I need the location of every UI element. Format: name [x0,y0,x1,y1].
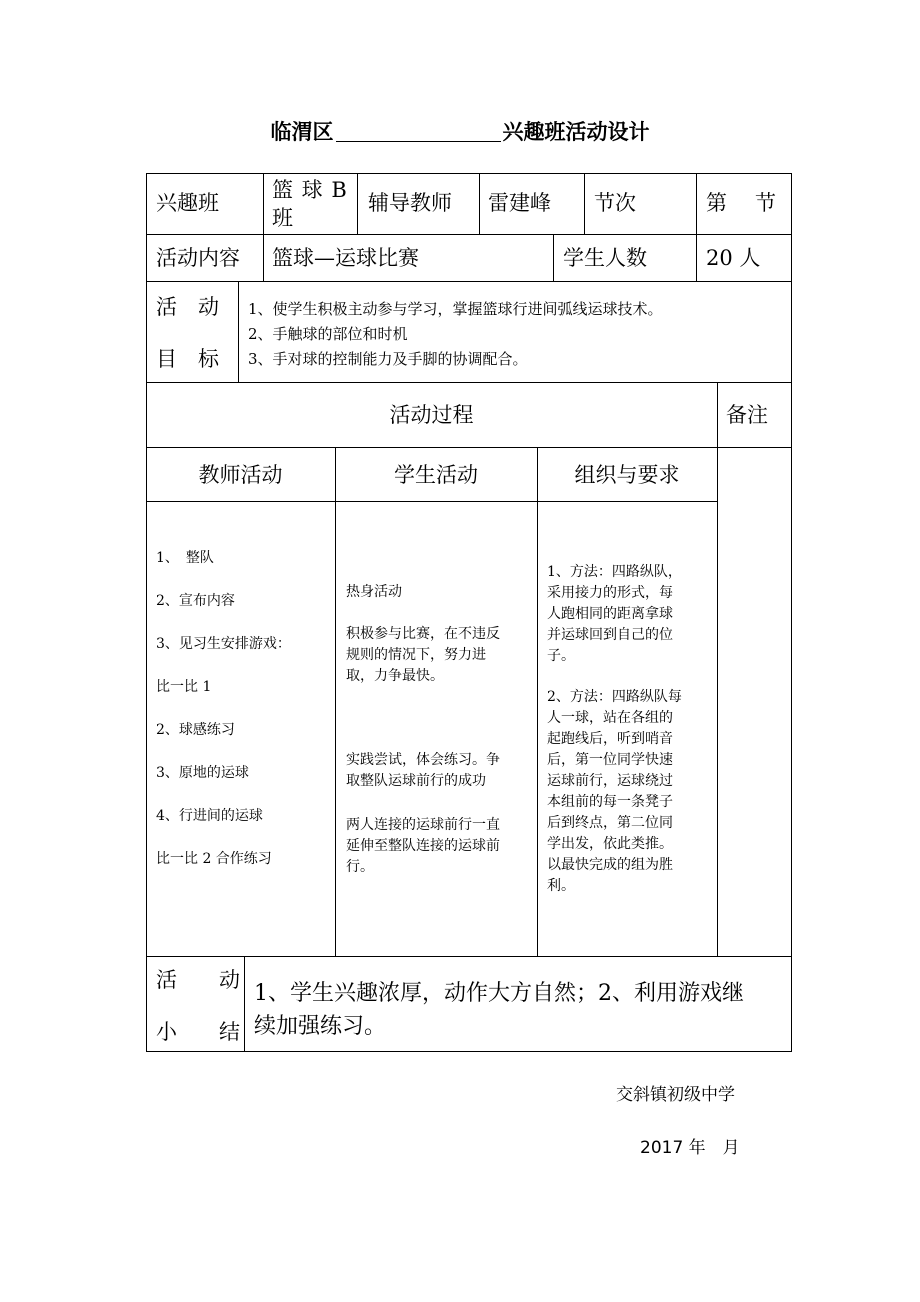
text-line: 子。 [547,648,575,664]
text-line: 续加强练习。 [254,1014,387,1039]
text-line: 运球前行，运球绕过 [547,773,673,789]
teacher-label: 辅导教师 [368,191,452,215]
list-item: 4、行进间的运球 [156,808,263,824]
text-line: 1、学生兴趣浓厚，动作大方自然；2、利用游戏继 [254,981,744,1006]
remarks-label: 备注 [726,403,768,427]
text-line: 2、方法：四路纵队每 [547,689,682,705]
org-block-method2 [547,687,682,897]
text-line: 人跑相同的距离拿球 [547,606,673,622]
goals-label-line2: 目 标 [156,347,219,371]
page-title [0,116,920,146]
list-item: 2、宣布内容 [156,593,235,609]
goals-label-line1: 活 动 [156,295,219,319]
student-block-compete [346,624,500,687]
student-block-pairs [346,815,500,878]
list-item: 1、 整队 [156,550,214,566]
title-blank-line [336,121,501,142]
session-label: 节次 [594,191,636,215]
text-line: 本组前的每一条凳子 [547,794,673,810]
session-value-start: 第 [706,191,727,215]
text-line: 人一球，站在各组的 [547,710,673,726]
class-label: 兴趣班 [156,191,219,215]
goal-item: 3、手对球的控制能力及手脚的协调配合。 [248,350,528,368]
text-line: 学出发，依此类推。 [547,836,673,852]
col-header-student: 学生活动 [394,463,478,487]
content-label: 活动内容 [156,246,240,270]
text-line: 两人连接的运球前行一直 [346,817,500,833]
text-line: 取整队运球前行的成功 [346,773,486,789]
text-line: 采用接力的形式，每 [547,585,673,601]
list-item: 2、球感练习 [156,722,235,738]
class-value-line1: 篮 球 B [272,178,348,202]
teacher-name: 雷建峰 [488,191,551,215]
text-line: 后，第一位同学快速 [547,752,673,768]
text-line: 延伸至整队连接的运球前 [346,838,500,854]
text-line: 并运球回到自己的位 [547,627,673,643]
list-item: 3、见习生安排游戏： [156,636,291,652]
org-block-method1 [547,562,682,667]
text-line: 热身活动 [346,584,402,600]
goals-list [248,297,663,372]
goal-item: 1、使学生积极主动参与学习，掌握篮球行进间弧线运球技术。 [248,300,663,318]
text-line: 以最快完成的组为胜 [547,857,673,873]
text-line: 规则的情况下，努力进 [346,647,486,663]
text-line: 后到终点，第二位同 [547,815,673,831]
students-value: 20 人 [706,246,761,270]
summary-text [254,977,744,1043]
title-subject: 兴趣班活动设计 [502,120,650,144]
summary-label-line2: 小 结 [156,1020,240,1044]
school-name: 交斜镇初级中学 [616,1085,735,1105]
col-header-teacher: 教师活动 [198,463,283,487]
text-line: 取，力争最快。 [346,668,444,684]
session-value-end: 节 [755,191,776,215]
list-item: 比一比 1 [156,679,212,695]
content-value: 篮球—运球比赛 [272,246,419,270]
document-date: 2017 年 月 [640,1138,740,1158]
teacher-activity-list [156,548,291,892]
student-block-practice [346,750,500,792]
summary-label-line1: 活 动 [156,968,240,992]
student-block-warmup [346,582,402,603]
title-district: 临渭区 [270,120,334,144]
students-label: 学生人数 [563,246,647,270]
list-item: 比一比 2 合作练习 [156,851,272,867]
text-line: 积极参与比赛，在不违反 [346,626,500,642]
text-line: 行。 [346,859,374,875]
col-header-org: 组织与要求 [574,463,680,487]
text-line: 利。 [547,878,575,894]
text-line: 1、方法：四路纵队， [547,564,682,580]
class-value-line2: 班 [272,206,293,230]
text-line: 起跑线后，听到哨音 [547,731,673,747]
goal-item: 2、手触球的部位和时机 [248,325,408,343]
list-item: 3、原地的运球 [156,765,249,781]
text-line: 实践尝试，体会练习。争 [346,752,500,768]
process-label: 活动过程 [389,403,474,427]
